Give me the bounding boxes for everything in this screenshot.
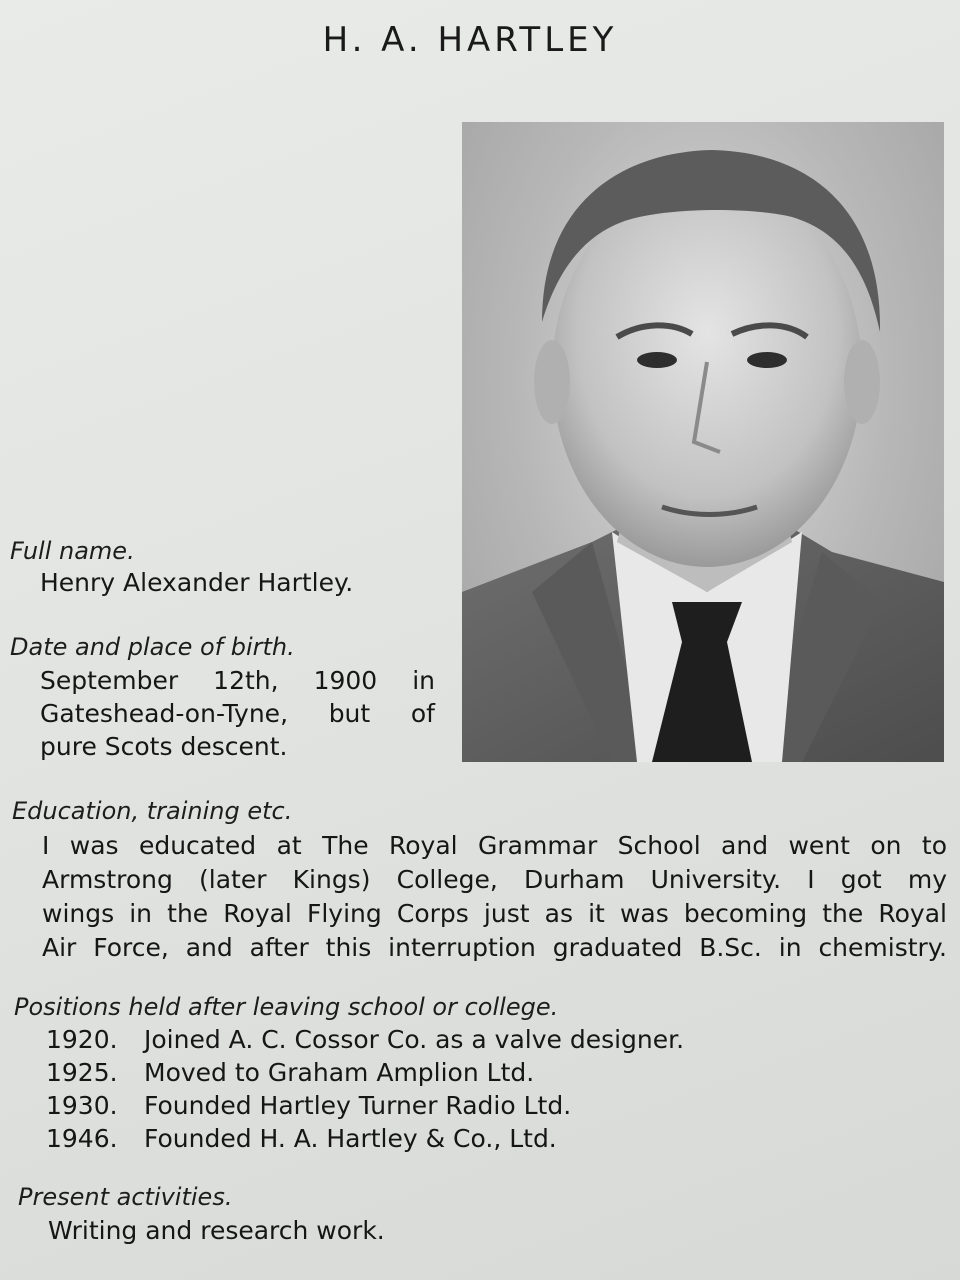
position-row (46, 1058, 534, 1087)
education-label: Education, training etc. (12, 797, 293, 825)
birth-label: Date and place of birth. (10, 633, 295, 661)
position-year: 1920. (46, 1025, 118, 1054)
position-row (46, 1124, 557, 1153)
birth-line: September 12th, 1900 in (40, 666, 435, 695)
birth-line: pure Scots descent. (40, 732, 288, 761)
education-line: wings in the Royal Flying Corps just as it was becoming the Royal (42, 899, 947, 928)
position-text: Moved to Graham Amplion Ltd. (144, 1058, 535, 1087)
education-line: I was educated at The Royal Grammar School and went on to (42, 831, 947, 860)
position-year: 1925. (46, 1058, 118, 1087)
present-label: Present activities. (18, 1183, 233, 1211)
portrait-icon (462, 122, 944, 762)
full-name-label: Full name. (10, 537, 135, 565)
position-year: 1930. (46, 1091, 118, 1120)
education-line: Air Force, and after this interruption graduated B.Sc. in chemistry. (42, 933, 947, 962)
position-row (46, 1091, 571, 1120)
position-text: Founded H. A. Hartley & Co., Ltd. (144, 1124, 557, 1153)
position-text: Founded Hartley Turner Radio Ltd. (144, 1091, 572, 1120)
position-text: Joined A. C. Cossor Co. as a valve designer. (144, 1025, 685, 1054)
positions-label: Positions held after leaving school or college. (14, 993, 559, 1021)
education-line: Armstrong (later Kings) College, Durham University. I got my (42, 865, 947, 894)
position-year: 1946. (46, 1124, 118, 1153)
full-name-value: Henry Alexander Hartley. (40, 568, 354, 597)
birth-line: Gateshead-on-Tyne, but of (40, 699, 435, 728)
page-title: H. A. HARTLEY (322, 20, 618, 60)
portrait-photo (462, 122, 944, 762)
present-value: Writing and research work. (48, 1216, 385, 1245)
position-row (46, 1025, 684, 1054)
